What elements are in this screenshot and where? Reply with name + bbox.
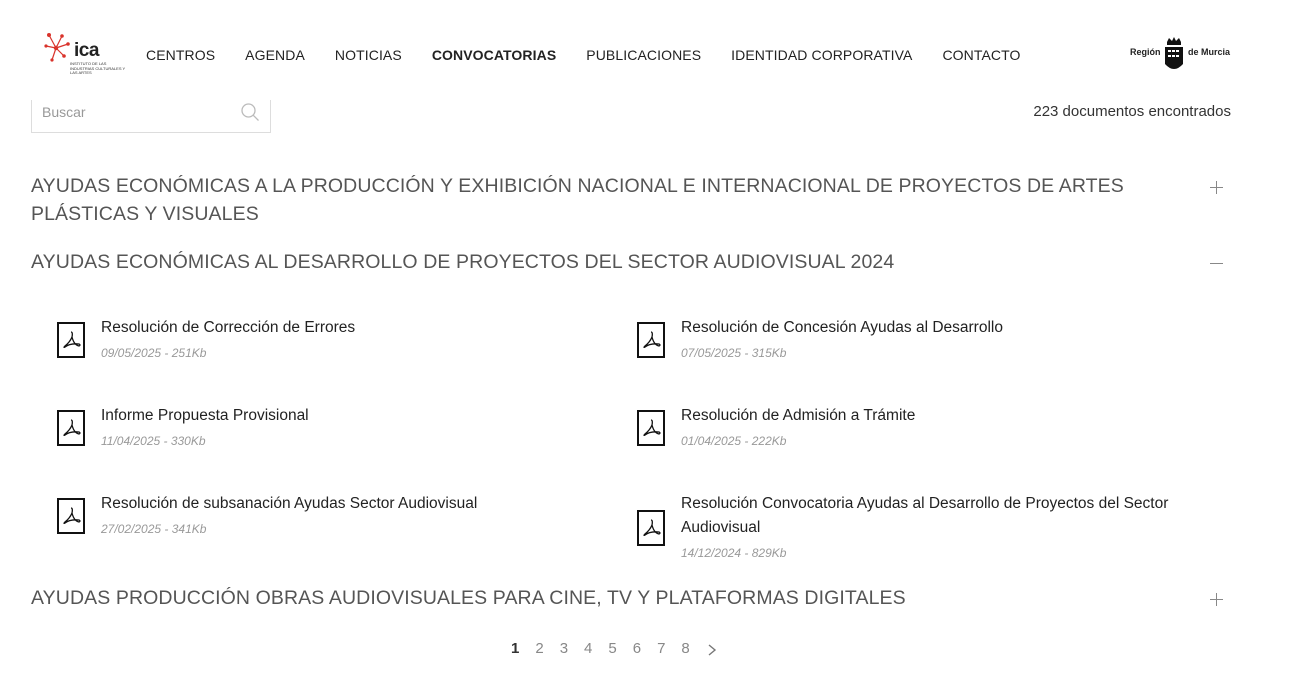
document-title[interactable]: Resolución de Concesión Ayudas al Desarrollo (681, 319, 1003, 336)
page-3[interactable]: 3 (559, 640, 569, 657)
site-header (0, 0, 1301, 100)
region-label-left: Región (1130, 47, 1161, 57)
nav-convocatorias[interactable]: CONVOCATORIAS (431, 47, 557, 63)
collapse-minus-icon[interactable] (1207, 254, 1227, 274)
search-input[interactable] (42, 100, 232, 124)
nav-contacto[interactable]: CONTACTO (942, 47, 1021, 63)
page-7[interactable]: 7 (657, 640, 666, 657)
nav-noticias[interactable]: NOTICIAS (334, 47, 402, 63)
region-shield-icon (1163, 36, 1185, 76)
page-2[interactable]: 2 (535, 640, 544, 657)
document-title[interactable]: Informe Propuesta Provisional (101, 407, 309, 424)
ica-logo[interactable] (44, 30, 124, 80)
expand-plus-icon[interactable] (1207, 178, 1227, 198)
pdf-file-icon (57, 322, 85, 358)
expand-plus-icon[interactable] (1207, 590, 1227, 610)
nav-agenda[interactable]: AGENDA (245, 47, 305, 63)
pdf-file-icon (637, 322, 665, 358)
document-meta: 01/04/2025 - 222Kb (681, 434, 787, 448)
document-meta: 14/12/2024 - 829Kb (681, 546, 787, 560)
results-count: 223 documentos encontrados (1033, 103, 1231, 120)
section-title-obras-audiovisuales[interactable]: AYUDAS PRODUCCIÓN OBRAS AUDIOVISUALES PARA CINE, TV Y PLATAFORMAS DIGITALES (31, 587, 906, 609)
search-icon[interactable] (240, 102, 260, 122)
document-meta: 27/02/2025 - 341Kb (101, 522, 207, 536)
document-meta: 11/04/2025 - 330Kb (101, 434, 206, 448)
document-title[interactable]: Resolución de Corrección de Errores (101, 319, 356, 336)
chevron-right-icon[interactable] (706, 643, 718, 657)
page-5[interactable]: 5 (608, 640, 617, 657)
page-6[interactable]: 6 (632, 640, 642, 657)
nav-publicaciones[interactable]: PUBLICACIONES (586, 47, 702, 63)
section-title-audiovisual-2024[interactable]: AYUDAS ECONÓMICAS AL DESARROLLO DE PROYECTOS DEL SECTOR AUDIOVISUAL 2024 (31, 251, 895, 273)
nav-identidad-corporativa[interactable]: IDENTIDAD CORPORATIVA (731, 47, 913, 63)
pdf-file-icon (637, 510, 665, 546)
page-1[interactable]: 1 (511, 640, 520, 657)
section-title-artes-plasticas[interactable]: AYUDAS ECONÓMICAS A LA PRODUCCIÓN Y EXHIBICIÓN NACIONAL E INTERNACIONAL DE PROYECTOS DE ARTES PLÁSTICAS Y VISUALES (31, 175, 1124, 225)
pdf-file-icon (637, 410, 665, 446)
nav-centros[interactable]: CENTROS (146, 47, 216, 63)
page-8[interactable]: 8 (681, 640, 690, 657)
document-title[interactable]: Resolución de Admisión a Trámite (681, 407, 916, 424)
page-4[interactable]: 4 (584, 640, 593, 657)
logo-wordmark: ica (74, 40, 99, 61)
document-meta: 09/05/2025 - 251Kb (101, 346, 207, 360)
logo-subtitle: INSTITUTO DE LAS INDUSTRIAS CULTURALES Y LAS ARTES (70, 61, 126, 75)
main-nav (146, 47, 1051, 63)
pdf-file-icon (57, 498, 85, 534)
document-title[interactable]: Resolución de subsanación Ayudas Sector Audiovisual (101, 495, 478, 512)
document-title[interactable]: Resolución Convocatoria Ayudas al Desarrollo de Proyectos del Sector Audiovisual (681, 495, 1169, 536)
pagination (511, 640, 718, 657)
document-meta: 07/05/2025 - 315Kb (681, 346, 787, 360)
pdf-file-icon (57, 410, 85, 446)
region-label-right: de Murcia (1188, 47, 1231, 57)
region-murcia-logo[interactable] (1130, 36, 1240, 76)
